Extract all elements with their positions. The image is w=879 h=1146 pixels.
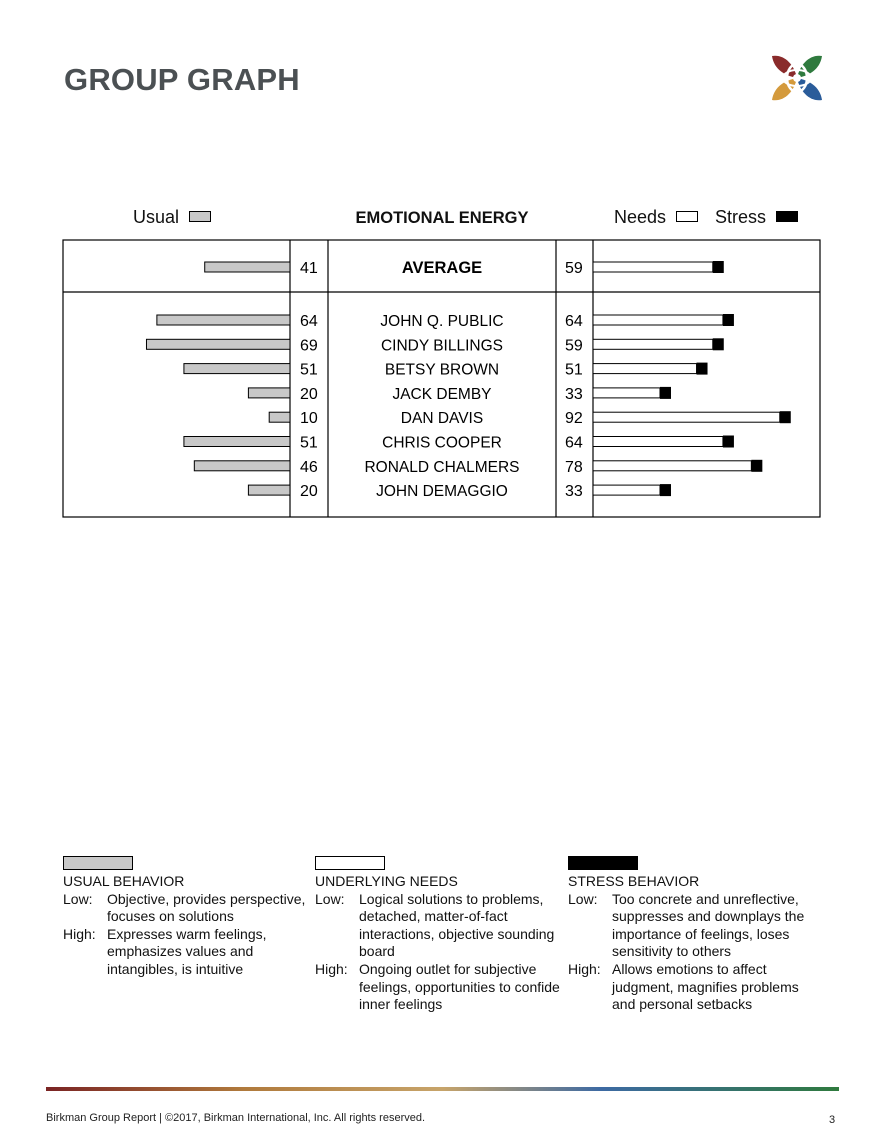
legend-row [315, 891, 565, 961]
needs-value-label: 59 [565, 337, 583, 355]
legend-row [568, 891, 818, 961]
legend-key: Low: [63, 890, 93, 907]
needs-value-label: 78 [565, 458, 583, 476]
needs-bar [593, 461, 751, 471]
usual-bar [194, 461, 290, 471]
usual-value-label: 51 [300, 434, 318, 452]
stress-marker [660, 484, 671, 496]
legend-key: Low: [315, 890, 345, 907]
footer-copyright: Birkman Group Report | ©2017, Birkman International, Inc. All rights reserved. [46, 1112, 426, 1124]
needs-bar [593, 388, 660, 398]
usual-bar [157, 315, 290, 325]
needs-bar [593, 412, 780, 422]
usual-label: Usual [133, 207, 180, 227]
member-name-label: JACK DEMBY [392, 385, 492, 403]
usual-value-label: 46 [300, 458, 318, 476]
usual-value-label: 10 [300, 410, 318, 428]
stress-label: Stress [715, 207, 767, 227]
legend-column-needs [315, 856, 565, 1014]
usual-bar [248, 485, 290, 495]
needs-bar [593, 364, 697, 374]
legend-key: High: [315, 960, 348, 977]
stress-marker [751, 460, 762, 472]
usual-value-label: 51 [300, 361, 318, 379]
needs-bar [593, 262, 713, 272]
legend-swatch-stress [568, 856, 638, 870]
usual-value-label: 20 [300, 483, 318, 501]
stress-marker [780, 411, 791, 423]
member-name-label: RONALD CHALMERS [364, 458, 520, 476]
usual-bar [184, 364, 290, 374]
legend-swatch-needs [315, 856, 385, 870]
legend-column-usual [63, 856, 313, 979]
needs-label: Needs [614, 207, 667, 227]
footer-decorative-bar [46, 1086, 839, 1092]
member-name-label: JOHN DEMAGGIO [376, 483, 508, 501]
usual-bar [146, 339, 290, 349]
needs-value-label: 59 [565, 260, 583, 277]
legend-description: Too concrete and unreflective, suppresses and downplays the importance of feelings, loses sensitivity to others [612, 890, 805, 960]
page-number: 3 [829, 1114, 836, 1126]
needs-value-label: 92 [565, 410, 583, 428]
needs-bar [593, 339, 713, 349]
usual-value-label: 64 [300, 313, 318, 330]
needs-bar [593, 485, 660, 495]
legend-description: Expresses warm feelings, emphasizes values and intangibles, is intuitive [107, 925, 267, 977]
legend-title: UNDERLYING NEEDS [315, 873, 458, 889]
average-label: AVERAGE [401, 259, 483, 277]
legend-row [315, 961, 565, 1014]
usual-value-label: 41 [300, 260, 318, 277]
stress-marker [713, 261, 724, 273]
usual-value-label: 20 [300, 385, 318, 403]
usual-bar [248, 388, 290, 398]
member-name-label: BETSY BROWN [384, 361, 500, 379]
stress-marker [723, 436, 734, 448]
usual-bar [269, 412, 290, 422]
stress-marker [697, 363, 708, 375]
page-title: GROUP GRAPH [64, 62, 300, 97]
legend-key: Low: [568, 890, 598, 907]
legend-description: Ongoing outlet for subjective feelings, opportunities to confide inner feelings [359, 960, 560, 1013]
needs-value-label: 51 [565, 361, 583, 379]
member-name-label: CHRIS COOPER [382, 434, 502, 452]
emotional-energy-chart [0, 0, 879, 560]
member-name-label: CINDY BILLINGS [380, 337, 504, 355]
legend-title: USUAL BEHAVIOR [63, 873, 185, 889]
legend-description: Allows emotions to affect judgment, magnifies problems and personal setbacks [612, 960, 799, 1013]
legend-description: Logical solutions to problems, detached, matter-of-fact interactions, objective sounding board [359, 890, 555, 960]
chart-section-title: EMOTIONAL ENERGY [355, 209, 529, 227]
legend-row [63, 891, 313, 926]
needs-value-label: 64 [565, 313, 583, 330]
chart-marks [146, 259, 790, 500]
legend-title: STRESS BEHAVIOR [568, 873, 700, 889]
legend-key: High: [568, 960, 601, 977]
usual-value-label: 69 [300, 337, 318, 355]
needs-bar [593, 437, 723, 447]
member-name-label: DAN DAVIS [400, 410, 484, 428]
legend-swatch-usual [63, 856, 133, 870]
legend-key: High: [63, 925, 96, 942]
stress-marker [713, 338, 724, 350]
needs-value-label: 33 [565, 385, 583, 403]
stress-marker [660, 387, 671, 399]
legend-description: Objective, provides perspective, focuses on solutions [107, 890, 306, 925]
legend-column-stress [568, 856, 818, 1014]
usual-bar [205, 262, 290, 272]
stress-marker [723, 314, 734, 326]
member-name-label: JOHN Q. PUBLIC [380, 313, 504, 330]
legend-row [63, 926, 313, 979]
needs-value-label: 33 [565, 483, 583, 501]
needs-bar [593, 315, 723, 325]
usual-bar [184, 437, 290, 447]
needs-value-label: 64 [565, 434, 583, 452]
legend-row [568, 961, 818, 1014]
